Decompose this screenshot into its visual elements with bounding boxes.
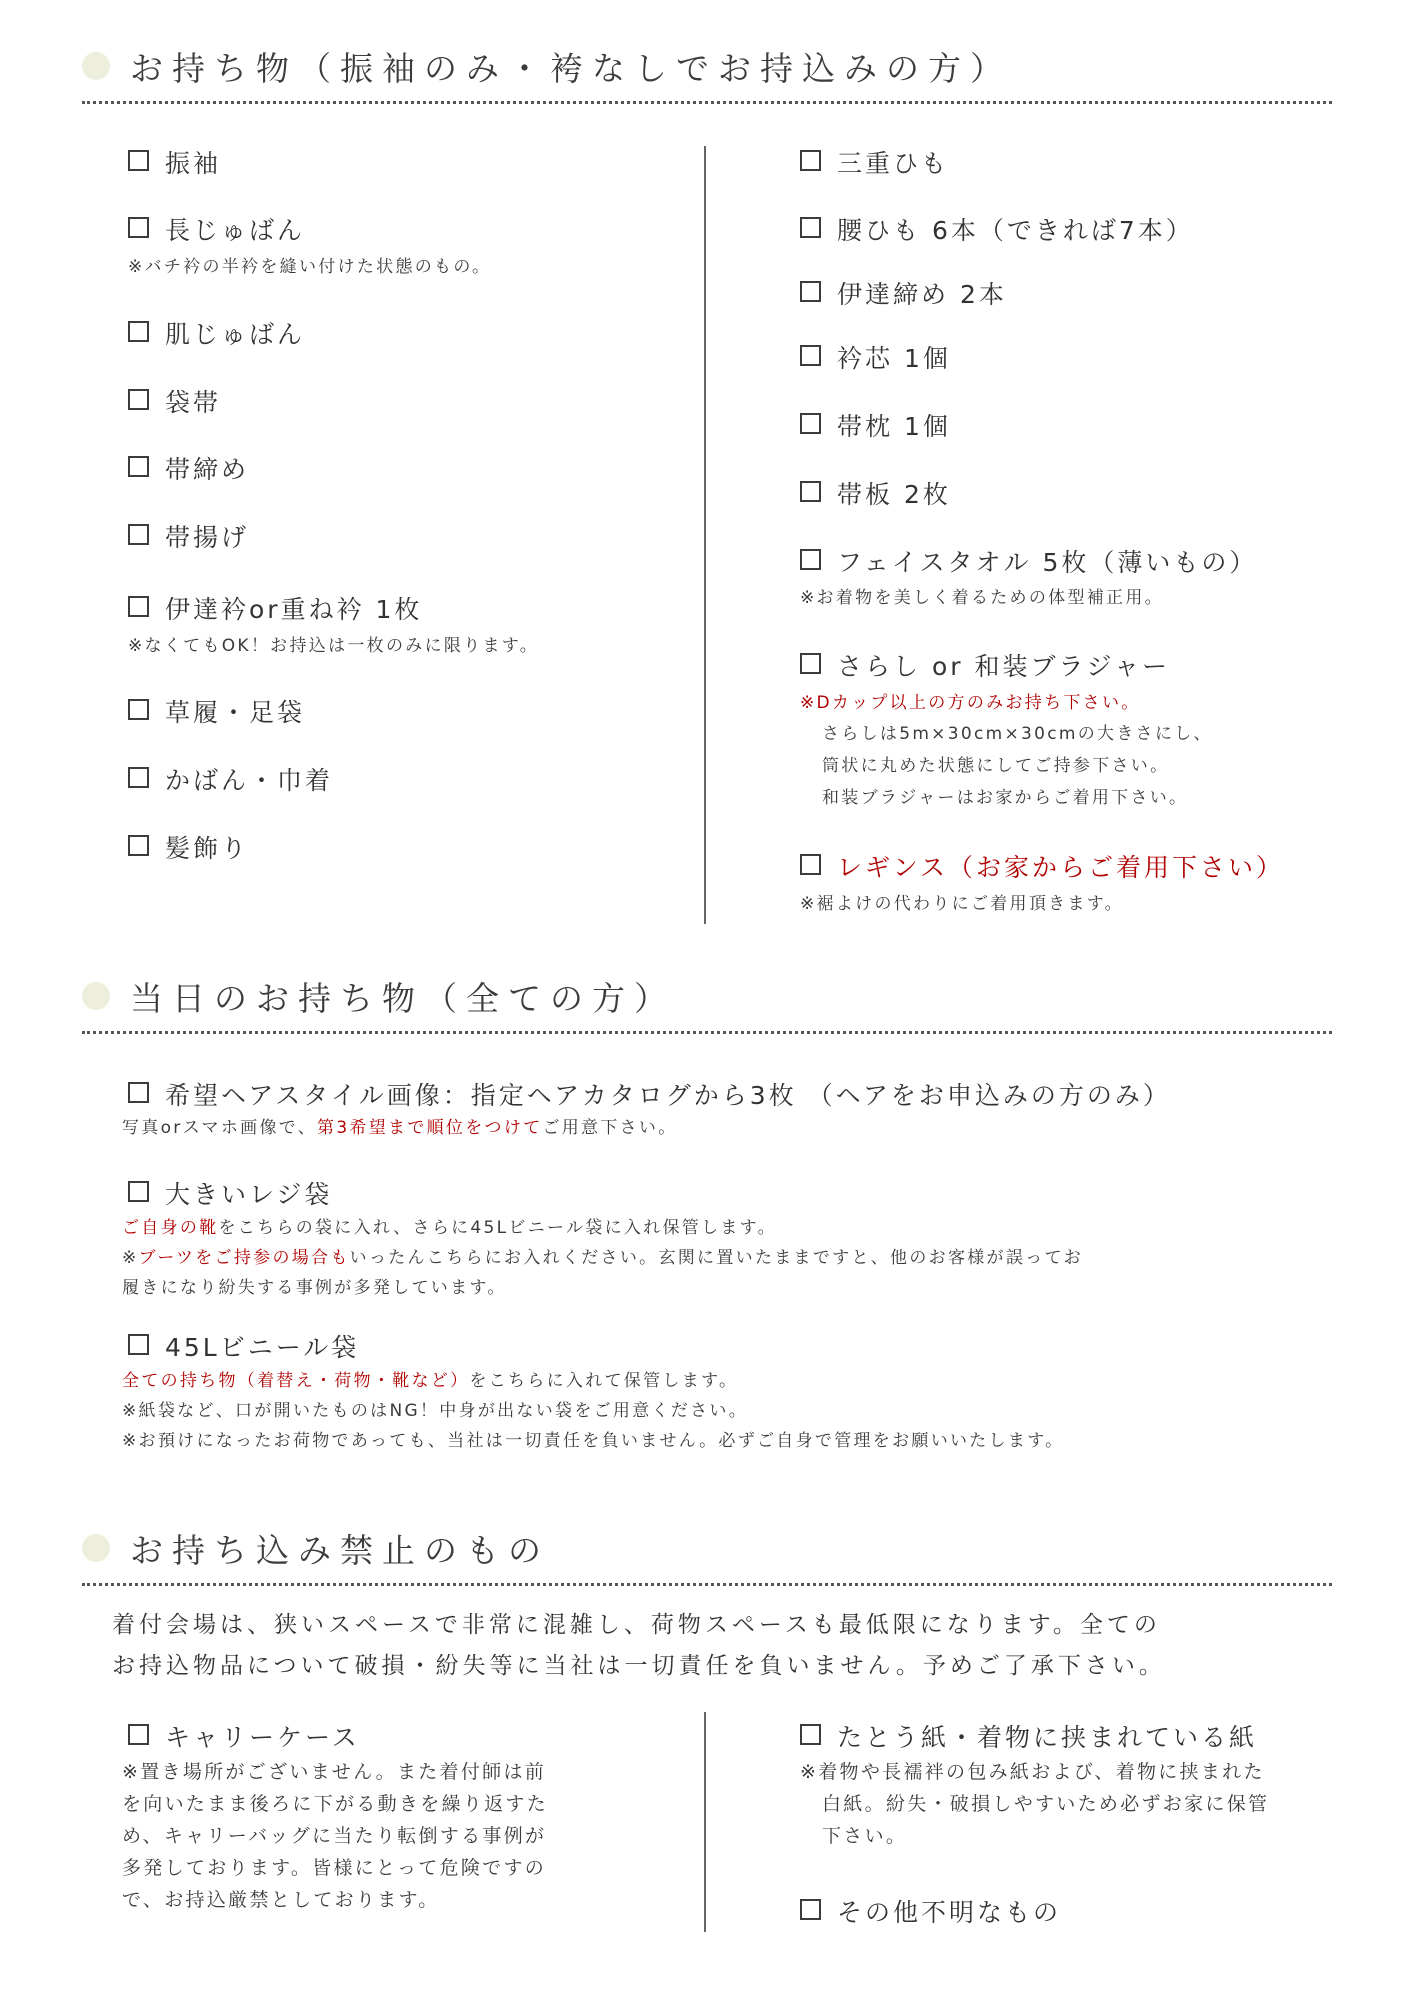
checklist-item: 振袖 <box>128 144 221 180</box>
item-note: ※お着物を美しく着るための体型補正用。 <box>800 588 1164 608</box>
checkbox-icon <box>128 217 149 238</box>
checklist-item: 袋帯 <box>128 383 221 419</box>
item-note: ※ブーツをご持参の場合もいったんこちらにお入れください。玄関に置いたままですと、他のお客様が誤ってお <box>122 1248 1084 1268</box>
dotted-divider <box>82 101 1332 104</box>
checkbox-icon <box>800 345 821 366</box>
item-note-warning: ※Dカップ以上の方のみお持ち下さい。 <box>800 693 1141 713</box>
checkbox-icon <box>128 1724 149 1745</box>
item-note: ※お預けになったお荷物であっても、当社は一切責任を負いません。必ずご自身で管理をお願いいたします。 <box>122 1431 1065 1451</box>
item-note: 履きになり紛失する事例が多発しています。 <box>122 1278 507 1298</box>
item-note: 筒状に丸めた状態にしてご持参下さい。 <box>822 756 1170 776</box>
item-note: ※裾よけの代わりにご着用頂きます。 <box>800 894 1124 914</box>
item-note: 写真orスマホ画像で、第3希望まで順位をつけてご用意下さい。 <box>122 1118 678 1138</box>
checkbox-icon <box>128 699 149 720</box>
checkbox-icon <box>128 150 149 171</box>
dotted-divider <box>82 1583 1332 1586</box>
checkbox-icon <box>800 217 821 238</box>
bullet-dot-icon <box>82 1534 110 1562</box>
item-note: 和装ブラジャーはお家からご着用下さい。 <box>822 788 1189 808</box>
prohibited-item: たとう紙・着物に挟まれている紙 <box>800 1718 1257 1754</box>
item-note: 下さい。 <box>822 1825 908 1847</box>
item-note: で、お持込厳禁としております。 <box>122 1889 440 1911</box>
section-heading-items <box>82 44 1012 88</box>
prohibited-item: キャリーケース <box>128 1718 360 1754</box>
bullet-dot-icon <box>82 52 110 80</box>
checkbox-icon <box>800 1899 821 1920</box>
item-note: ※紙袋など、口が開いたものはNG！中身が出ない袋をご用意ください。 <box>122 1401 749 1421</box>
item-note: を向いたまま後ろに下がる動きを繰り返すた <box>122 1793 549 1815</box>
checklist-item: レギンス（お家からご着用下さい） <box>800 848 1284 884</box>
checklist-item: 三重ひも <box>800 144 949 180</box>
section-heading-day-items <box>82 974 676 1018</box>
checklist-item: 伊達締め 2本 <box>800 275 1007 311</box>
checklist-item: 伊達衿or重ね衿 1枚 <box>128 590 422 626</box>
section-title: お持ち込み禁止のもの <box>130 1530 550 1570</box>
checklist-item: 髪飾り <box>128 829 249 865</box>
item-note: ご自身の靴をこちらの袋に入れ、さらに45Lビニール袋に入れ保管します。 <box>122 1218 777 1238</box>
item-note: 全ての持ち物（着替え・荷物・靴など）をこちらに入れて保管します。 <box>122 1371 739 1391</box>
section-title: 当日のお持ち物（全ての方） <box>130 978 676 1018</box>
checkbox-icon <box>800 1724 821 1745</box>
checklist-item: 希望ヘアスタイル画像：指定ヘアカタログから3枚 （ヘアをお申込みの方のみ） <box>128 1076 1171 1112</box>
checklist-item: さらし or 和装ブラジャー <box>800 647 1170 683</box>
checkbox-icon <box>128 524 149 545</box>
column-divider <box>704 1712 706 1932</box>
checkbox-icon <box>128 321 149 342</box>
intro-paragraph-line: 着付会場は、狭いスペースで非常に混雑し、荷物スペースも最低限になります。全ての <box>112 1612 1161 1638</box>
checklist-item: 草履・足袋 <box>128 693 305 729</box>
checkbox-icon <box>128 1181 149 1202</box>
section-heading-prohibited <box>82 1526 550 1570</box>
section-title: お持ち物（振袖のみ・袴なしでお持込みの方） <box>130 48 1012 88</box>
checkbox-icon <box>128 767 149 788</box>
checkbox-icon <box>128 596 149 617</box>
item-note: 多発しております。皆様にとって危険ですの <box>122 1857 547 1879</box>
checklist-item: 腰ひも 6本（できれば7本） <box>800 211 1194 247</box>
item-note: め、キャリーバッグに当たり転倒する事例が <box>122 1825 547 1847</box>
checkbox-icon <box>128 835 149 856</box>
dotted-divider <box>82 1031 1332 1034</box>
checklist-item: 45Lビニール袋 <box>128 1328 359 1364</box>
checkbox-icon <box>128 389 149 410</box>
checklist-item: 長じゅばん <box>128 211 305 247</box>
checkbox-icon <box>128 1334 149 1355</box>
checklist-item: 大きいレジ袋 <box>128 1175 332 1211</box>
checklist-item: 帯板 2枚 <box>800 475 951 511</box>
checkbox-icon <box>800 653 821 674</box>
checklist-item: 肌じゅばん <box>128 315 305 351</box>
item-note: ※置き場所がございません。また着付師は前 <box>122 1761 547 1783</box>
checkbox-icon <box>128 456 149 477</box>
item-note: ※バチ衿の半衿を縫い付けた状態のもの。 <box>128 257 492 277</box>
checkbox-icon <box>800 549 821 570</box>
item-note: さらしは5m×30cm×30cmの大きさにし、 <box>822 724 1213 744</box>
checklist-item: 帯揚げ <box>128 518 249 554</box>
checklist-item: 帯枕 1個 <box>800 407 951 443</box>
checklist-item: 帯締め <box>128 450 249 486</box>
checklist-item: フェイスタオル 5枚（薄いもの） <box>800 543 1257 579</box>
intro-paragraph-line: お持込物品について破損・紛失等に当社は一切責任を負いません。予めご了承下さい。 <box>112 1653 1166 1679</box>
prohibited-item: その他不明なもの <box>800 1893 1061 1929</box>
column-divider <box>704 146 706 924</box>
item-note: 白紙。紛失・破損しやすいため必ずお家に保管 <box>822 1793 1270 1815</box>
checkbox-icon <box>800 854 821 875</box>
checkbox-icon <box>800 150 821 171</box>
bullet-dot-icon <box>82 982 110 1010</box>
checklist-item: 衿芯 1個 <box>800 339 951 375</box>
checkbox-icon <box>800 481 821 502</box>
item-note: ※着物や長襦袢の包み紙および、着物に挟まれた <box>800 1761 1265 1783</box>
checkbox-icon <box>800 281 821 302</box>
item-note: ※なくてもOK！お持込は一枚のみに限ります。 <box>128 636 540 656</box>
checkbox-icon <box>800 413 821 434</box>
checklist-item: かばん・巾着 <box>128 761 333 797</box>
checkbox-icon <box>128 1082 149 1103</box>
